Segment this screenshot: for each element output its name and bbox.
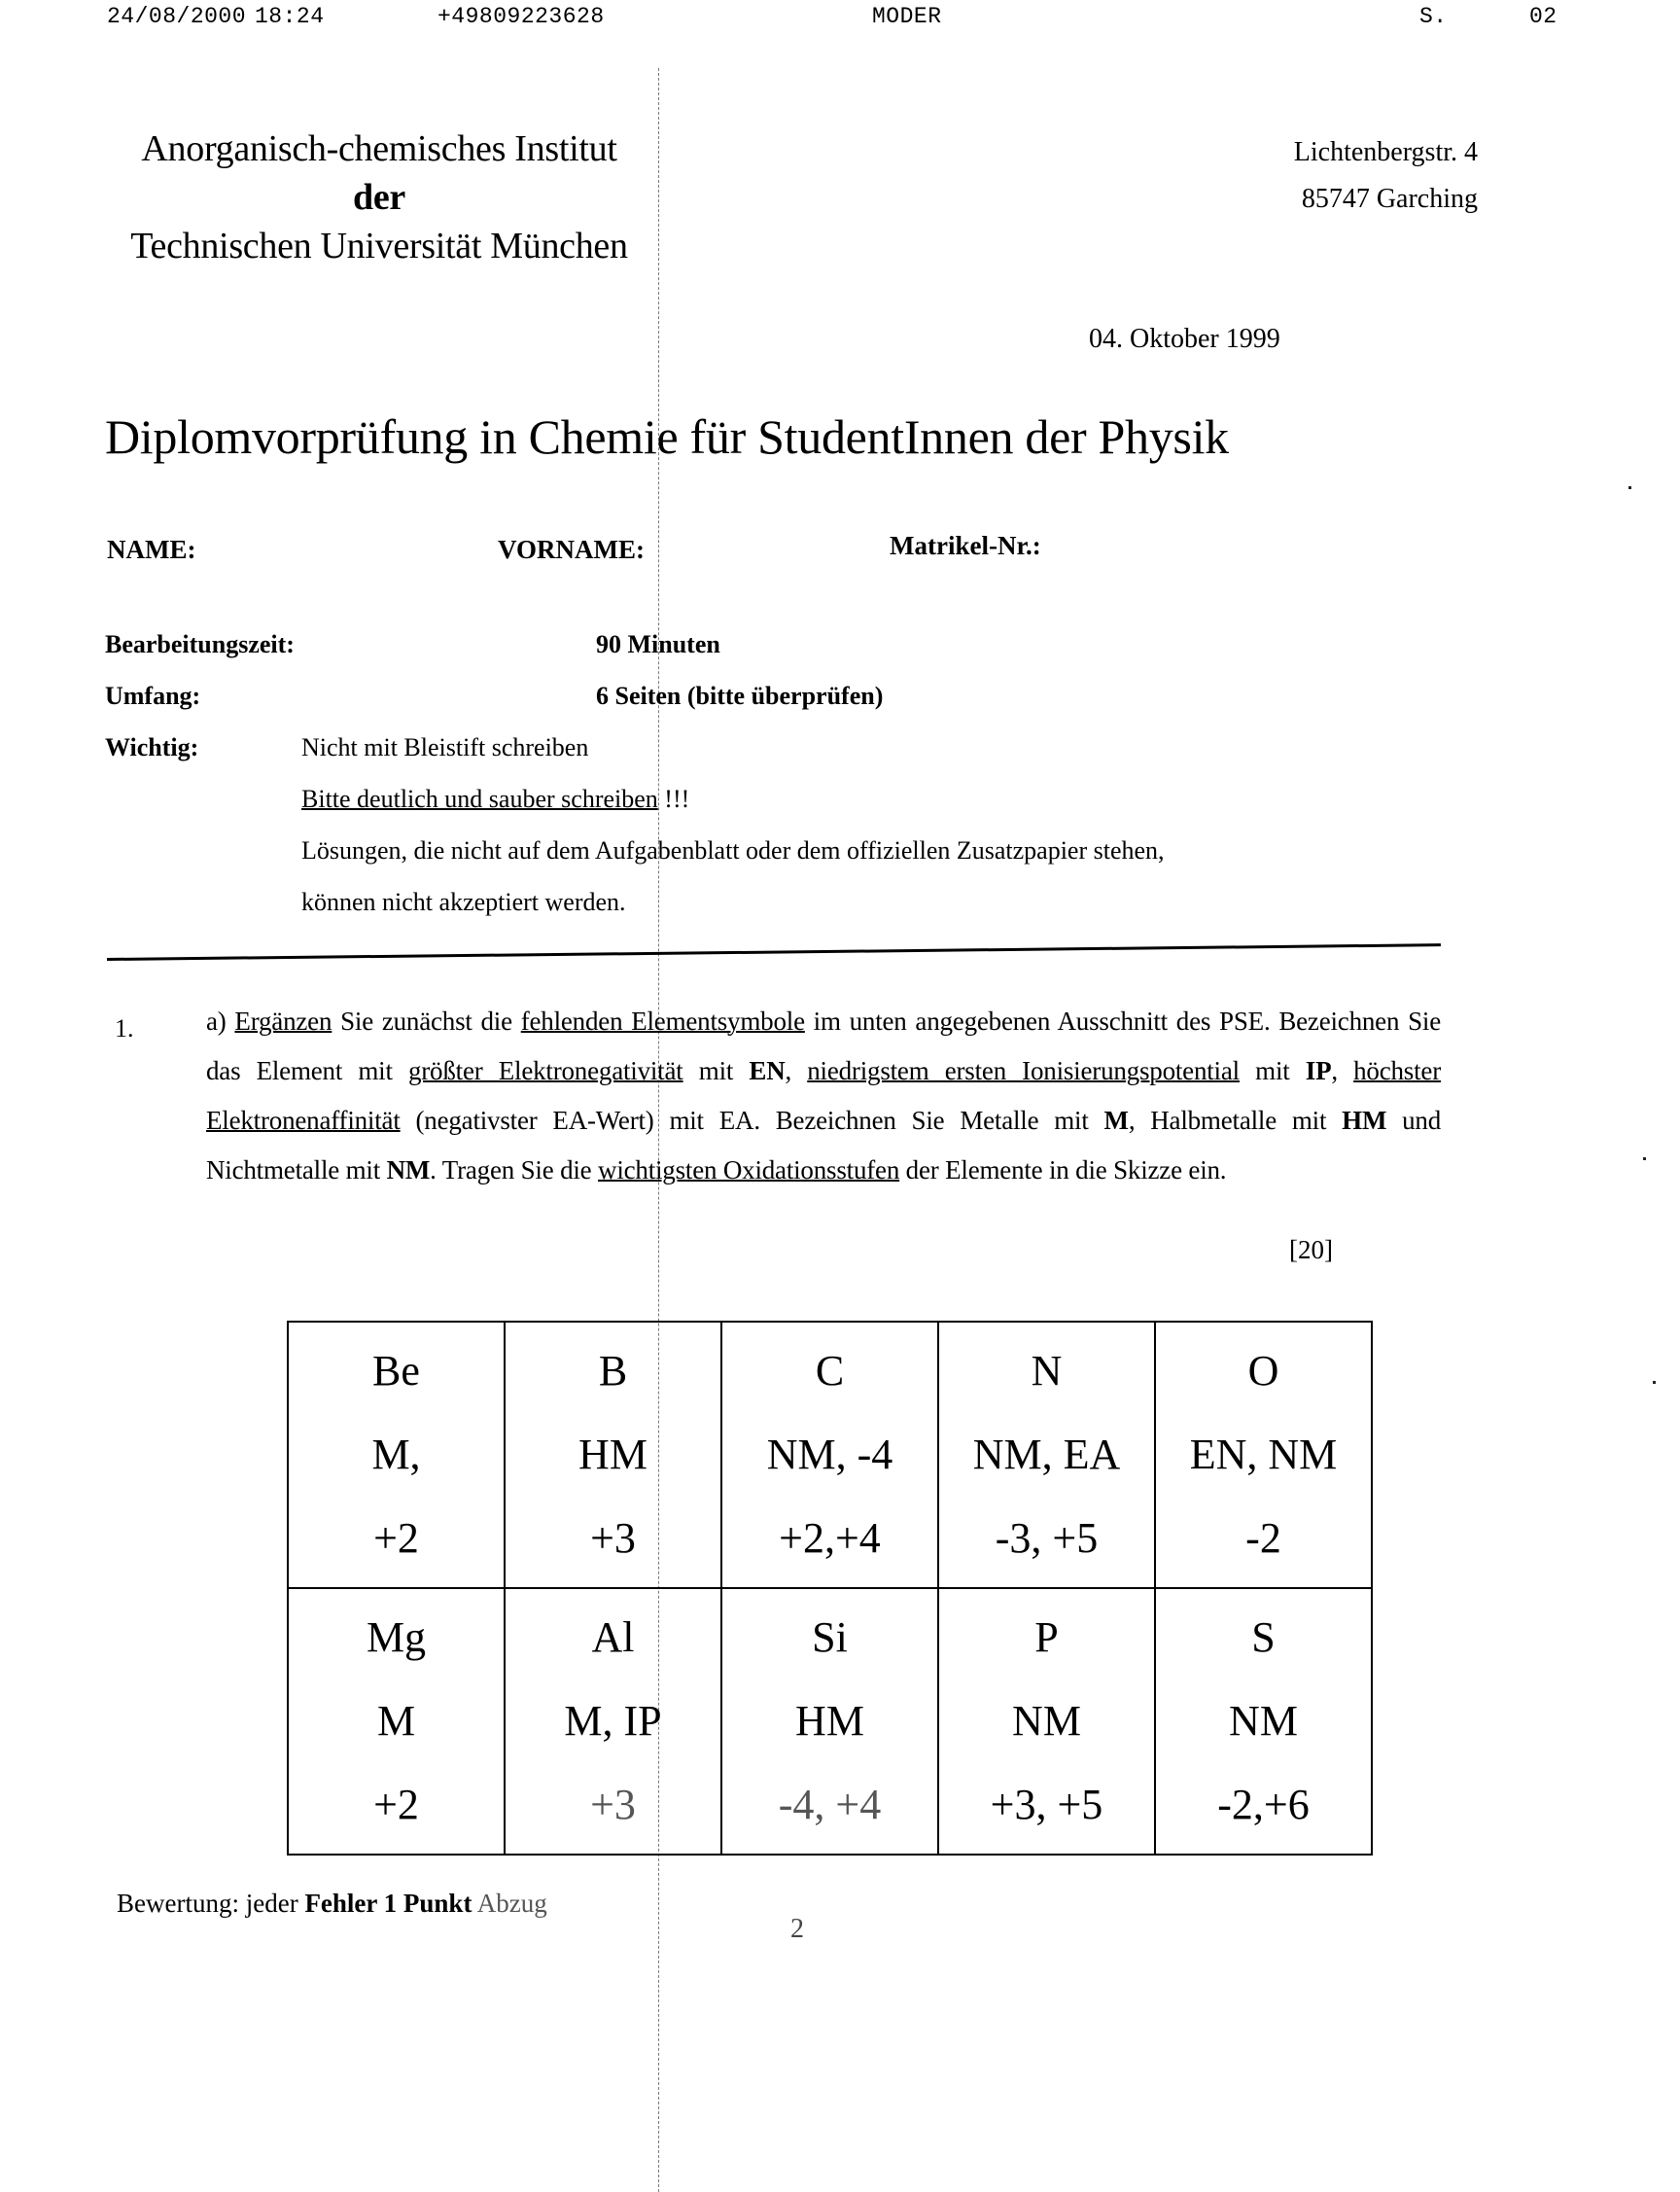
important-label: Wichtig: xyxy=(105,733,199,761)
question-number: 1. xyxy=(115,1014,134,1043)
note-exclamation: !!! xyxy=(657,785,690,813)
page-title: Diplomvorprüfung in Chemie für StudentInnen der Physik xyxy=(105,409,1229,464)
element-oxidation: -2 xyxy=(1245,1514,1281,1562)
element-oxidation: +2,+4 xyxy=(779,1514,881,1562)
address-street: Lichtenbergstr. 4 xyxy=(1293,137,1478,167)
grading-text: Bewertung: jeder xyxy=(117,1889,305,1918)
fax-phone: +49809223628 xyxy=(438,4,605,29)
element-oxidation: +2 xyxy=(373,1781,419,1828)
pse-cell-o xyxy=(1155,1322,1372,1588)
fax-header xyxy=(0,4,1680,33)
element-oxidation: -3, +5 xyxy=(995,1514,1099,1562)
element-symbol: Be xyxy=(372,1347,420,1395)
note-write-clearly xyxy=(301,785,689,814)
institute-line-1: Anorganisch-chemisches Institut xyxy=(141,128,617,169)
name-field-label: NAME: xyxy=(107,535,196,564)
grading-text-faded: Abzug xyxy=(472,1889,547,1918)
fax-page-label: S. xyxy=(1419,4,1448,29)
q-bold: HM xyxy=(1342,1106,1387,1135)
pse-table xyxy=(287,1321,1373,1856)
question-text xyxy=(206,997,1441,1195)
pse-cell-be xyxy=(288,1322,505,1588)
element-symbol: S xyxy=(1251,1613,1276,1661)
table-row xyxy=(288,1322,1372,1588)
fax-date: 24/08/2000 xyxy=(107,4,247,29)
q-underlined: wichtigsten Oxidationsstufen xyxy=(598,1155,900,1184)
q-part: . Tragen Sie die xyxy=(430,1155,599,1184)
grading-bold: Fehler 1 Punkt xyxy=(304,1889,472,1918)
q-bold: M xyxy=(1103,1106,1129,1135)
institute-line-3: Technischen Universität München xyxy=(130,226,628,266)
element-class: NM xyxy=(1012,1697,1081,1745)
table-row xyxy=(288,1588,1372,1855)
vorname-field-label: VORNAME: xyxy=(498,535,645,564)
q-part: im unten angegebenen Ausschnitt des PSE. Bezeichnen Sie das Element mit xyxy=(206,1007,1441,1085)
element-class: NM, -4 xyxy=(766,1431,893,1478)
pse-cell-n xyxy=(938,1322,1155,1588)
pse-cell-p xyxy=(938,1588,1155,1855)
element-class: M, xyxy=(371,1431,421,1478)
q-part: der Elemente in die Skizze ein. xyxy=(899,1155,1227,1184)
pse-cell-b xyxy=(505,1322,721,1588)
q-part: mit xyxy=(682,1056,750,1085)
question-points: [20] xyxy=(1289,1235,1333,1264)
q-bold: IP xyxy=(1305,1056,1332,1085)
fax-page-number: 02 xyxy=(1529,4,1558,29)
time-label: Bearbeitungszeit: xyxy=(105,630,295,658)
scan-speck xyxy=(1653,1381,1656,1384)
institute-heading xyxy=(126,124,632,270)
element-class: NM xyxy=(1229,1697,1298,1745)
element-oxidation: +3 xyxy=(590,1781,636,1828)
matrikel-field-label: Matrikel-Nr.: xyxy=(890,531,1041,560)
time-value: 90 Minuten xyxy=(596,630,720,658)
element-symbol: B xyxy=(598,1347,628,1395)
q-part: Sie zunächst die xyxy=(332,1007,521,1036)
q-part: . Bezeichnen Sie Metalle mit xyxy=(753,1106,1104,1135)
q-part: und Nichtmetalle mit xyxy=(206,1106,1442,1184)
q-underlined: höchster Elektronenaffinität xyxy=(206,1056,1441,1135)
scope-value: 6 Seiten (bitte überprüfen) xyxy=(596,682,884,710)
element-class: EN, NM xyxy=(1189,1431,1338,1478)
element-symbol: Al xyxy=(591,1613,635,1661)
element-oxidation: -4, +4 xyxy=(778,1781,882,1828)
pse-cell-si xyxy=(721,1588,938,1855)
q-part: , xyxy=(785,1056,808,1085)
element-symbol: C xyxy=(815,1347,845,1395)
element-class: HM xyxy=(795,1697,864,1745)
q-part: EA xyxy=(718,1106,754,1135)
pse-cell-mg xyxy=(288,1588,505,1855)
address-block xyxy=(1186,129,1478,223)
note-solutions: Lösungen, die nicht auf dem Aufgabenblatt oder dem offiziellen Zusatzpapier stehen, xyxy=(301,836,1165,865)
element-oxidation: -2,+6 xyxy=(1217,1781,1310,1828)
scope-label: Umfang: xyxy=(105,682,201,710)
element-class: M, IP xyxy=(564,1697,662,1745)
pse-cell-al xyxy=(505,1588,721,1855)
element-symbol: O xyxy=(1247,1347,1279,1395)
section-divider xyxy=(107,943,1441,961)
element-class: HM xyxy=(578,1431,648,1478)
exam-date: 04. Oktober 1999 xyxy=(1089,324,1280,354)
page-number: 2 xyxy=(790,1914,804,1944)
institute-line-2: der xyxy=(353,177,405,218)
element-class: M xyxy=(376,1697,416,1745)
grading-note xyxy=(117,1889,547,1919)
q-underlined: fehlenden Elementsymbole xyxy=(520,1007,805,1036)
element-oxidation: +3, +5 xyxy=(990,1781,1103,1828)
q-part: a) xyxy=(206,1007,235,1036)
q-underlined: größter Elektronegativität xyxy=(407,1056,683,1085)
element-symbol: Mg xyxy=(366,1613,427,1661)
q-part: (negativster EA-Wert) mit xyxy=(400,1106,719,1135)
element-oxidation: +3 xyxy=(590,1514,636,1562)
q-bold: NM xyxy=(386,1155,431,1184)
note-no-pencil: Nicht mit Bleistift schreiben xyxy=(301,733,589,761)
element-class: NM, EA xyxy=(972,1431,1121,1478)
note-not-accepted: können nicht akzeptiert werden. xyxy=(301,888,626,916)
q-bold: EN xyxy=(749,1056,786,1085)
q-underlined: Ergänzen xyxy=(234,1007,332,1036)
q-part: , xyxy=(1331,1056,1354,1085)
q-underlined: niedrigstem ersten Ionisierungspotential xyxy=(807,1056,1240,1085)
element-symbol: P xyxy=(1034,1613,1059,1661)
element-symbol: Si xyxy=(812,1613,848,1661)
q-part: , Halbmetalle mit xyxy=(1128,1106,1343,1135)
pse-cell-s xyxy=(1155,1588,1372,1855)
scan-speck xyxy=(1643,1157,1646,1160)
element-symbol: N xyxy=(1031,1347,1063,1395)
fax-sender: MODER xyxy=(872,4,942,29)
pse-cell-c xyxy=(721,1322,938,1588)
note-write-clearly-text: Bitte deutlich und sauber schreiben xyxy=(301,785,658,813)
address-city: 85747 Garching xyxy=(1301,184,1478,214)
scan-speck xyxy=(1628,486,1631,489)
element-oxidation: +2 xyxy=(373,1514,419,1562)
q-part: mit xyxy=(1239,1056,1306,1085)
fax-time: 18:24 xyxy=(255,4,325,29)
